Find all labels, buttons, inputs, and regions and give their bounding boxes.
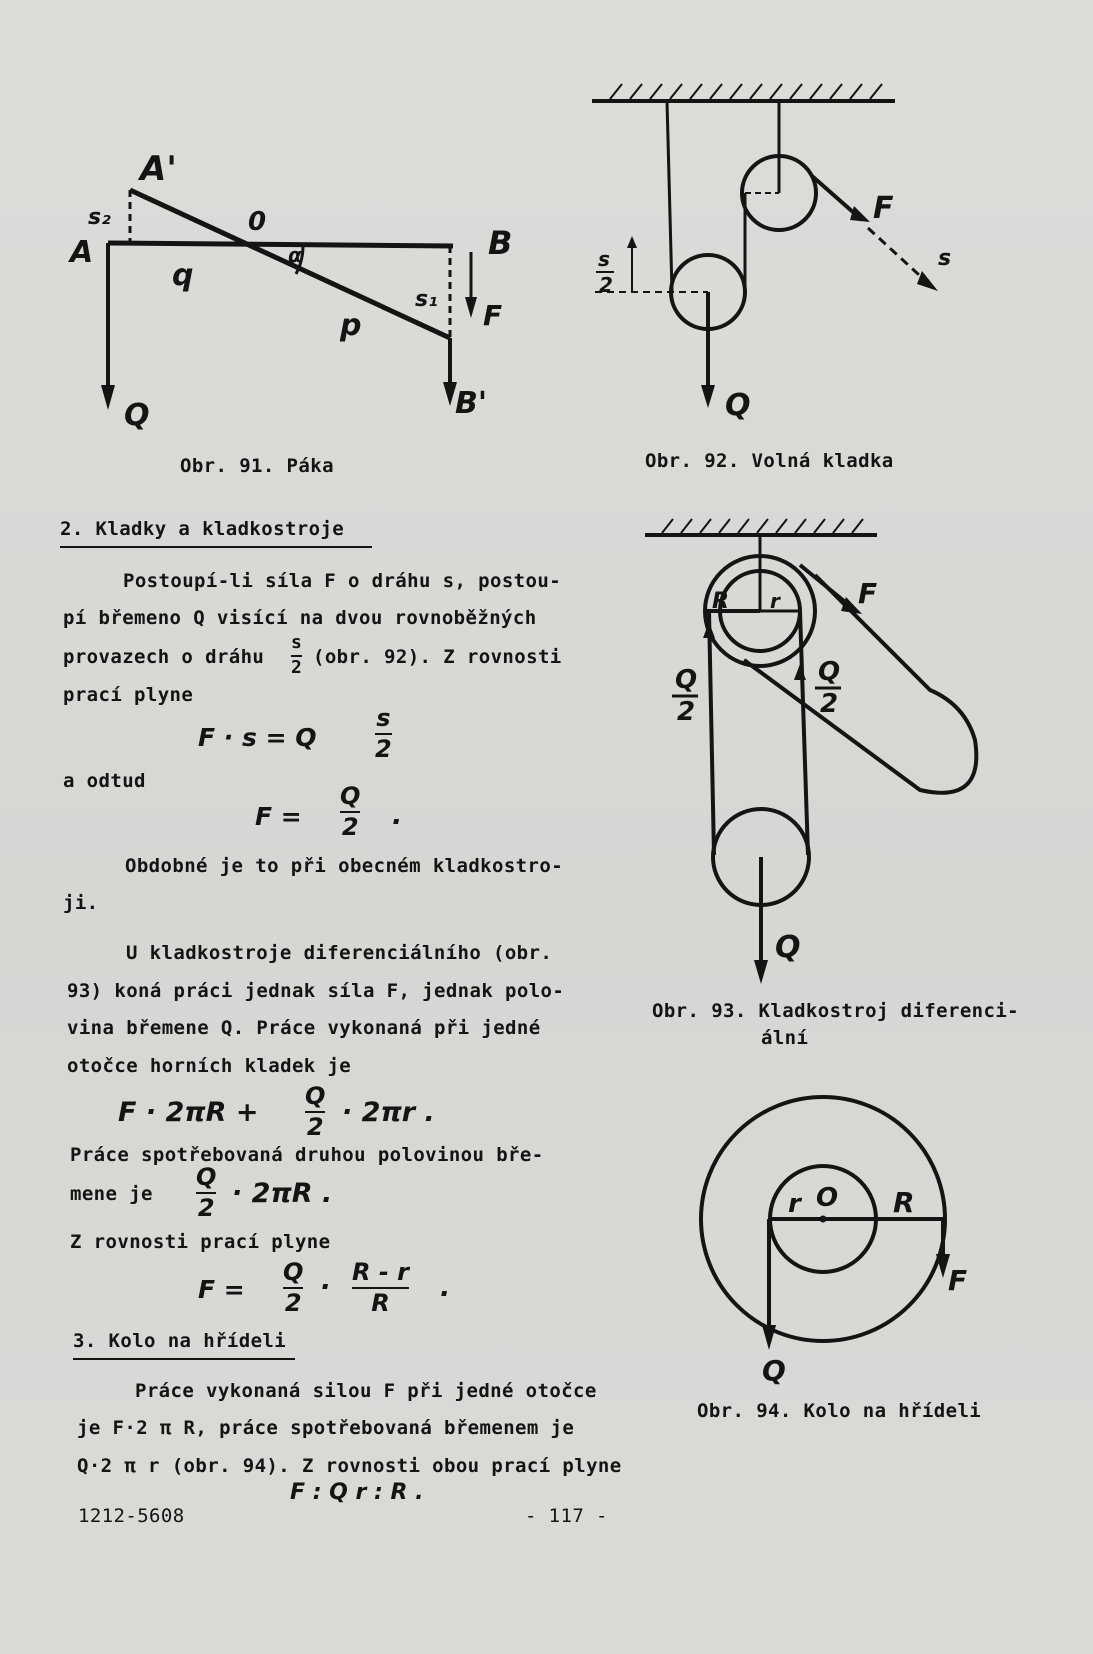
label-s1: s₁ bbox=[415, 287, 438, 312]
equation-3-part-b: · 2πr . bbox=[342, 1097, 435, 1128]
label-force-q: Q bbox=[124, 398, 150, 433]
label-q-93: Q bbox=[775, 930, 801, 965]
s2-p1-line2: pí břemeno Q visící na dvou rovnoběžných bbox=[63, 607, 537, 629]
label-f: F bbox=[873, 191, 894, 226]
caption-fig-93-line2: ální bbox=[761, 1027, 809, 1049]
s3-p1-line1: Práce vykonaná silou F při jedné otočce bbox=[135, 1380, 597, 1402]
equation-5-dot: · bbox=[320, 1272, 331, 1303]
label-o: 0 bbox=[248, 207, 267, 237]
section-2-heading: 2. Kladky a kladkostroje bbox=[60, 518, 372, 548]
label-p-arm: p bbox=[340, 308, 362, 343]
load-q-94-arrowhead bbox=[762, 1325, 776, 1350]
label-force-f: F bbox=[483, 299, 503, 332]
s2-p2-line1: Obdobné je to při obecném kladkostro- bbox=[125, 855, 564, 877]
label-a: A bbox=[70, 235, 94, 270]
label-b: B bbox=[488, 224, 513, 262]
label-q: Q bbox=[725, 388, 751, 423]
equation-3-fraction: Q 2 bbox=[305, 1082, 326, 1142]
label-s-half-den: 2 bbox=[599, 273, 613, 297]
label-r-94: r bbox=[788, 1189, 801, 1219]
equation-1-lhs: F · s = Q bbox=[198, 723, 317, 752]
center-point bbox=[820, 1216, 826, 1222]
document-number: 1212-5608 bbox=[78, 1505, 185, 1527]
label-o-94: O bbox=[816, 1183, 839, 1213]
label-s2: s₂ bbox=[88, 205, 111, 230]
label-right-half-den: 2 bbox=[820, 689, 839, 719]
caption-fig-91: Obr. 91. Páka bbox=[180, 455, 334, 477]
s2-p3-line3: vina břemene Q. Práce vykonaná při jedné bbox=[67, 1017, 541, 1039]
s2-p2-line2: ji. bbox=[63, 892, 99, 914]
label-s-half-num: s bbox=[598, 247, 610, 271]
s2-p3-line1: U kladkostroje diferenciálního (obr. bbox=[126, 942, 553, 964]
label-right-half-num: Q bbox=[818, 657, 841, 687]
s3-p1-line3: Q·2 π r (obr. 94). Z rovnosti obou prací plyne bbox=[77, 1455, 622, 1477]
equation-3-part-a: F · 2πR + bbox=[118, 1097, 259, 1128]
s2-p3-line2: 93) koná práci jednak síla F, jednak polo- bbox=[67, 980, 565, 1002]
label-f-94: F bbox=[948, 1264, 968, 1297]
equation-2-fraction: Q 2 bbox=[340, 782, 361, 842]
equation-4-fraction: Q 2 bbox=[196, 1163, 217, 1223]
equation-2-end: . bbox=[392, 800, 403, 831]
equation-1-fraction: s 2 bbox=[375, 704, 392, 764]
label-alpha: α bbox=[288, 243, 302, 267]
a-odtud: a odtud bbox=[63, 770, 146, 792]
s2-p4-line1: Práce spotřebovaná druhou polovinou bře- bbox=[70, 1144, 544, 1166]
label-big-r-93: R bbox=[712, 589, 729, 614]
s2-p3-line4: otočce horních kladek je bbox=[67, 1055, 352, 1077]
s2-p1-line4: prací plyne bbox=[63, 684, 194, 706]
caption-fig-93-line1: Obr. 93. Kladkostroj diferenci- bbox=[652, 1000, 1020, 1022]
section-3-heading: 3. Kolo na hřídeli bbox=[73, 1330, 295, 1360]
label-s: s bbox=[938, 246, 952, 271]
s2-p1-line1: Postoupí-li síla F o dráhu s, postou- bbox=[123, 570, 562, 592]
label-q-arm: q bbox=[172, 258, 194, 293]
equation-2-lhs: F = bbox=[255, 802, 302, 831]
label-b-prime: B' bbox=[455, 386, 488, 421]
equation-final: F : Q r : R . bbox=[290, 1480, 424, 1505]
page-number: - 117 - bbox=[525, 1505, 608, 1527]
equation-5-fraction-2: R - r R bbox=[352, 1258, 409, 1318]
label-a-prime: A' bbox=[140, 149, 177, 189]
s2-p1-line3a: provazech o dráhu bbox=[63, 646, 265, 668]
s2-p1-line3b: (obr. 92). Z rovnosti bbox=[313, 646, 562, 668]
label-big-r-94: R bbox=[893, 1186, 915, 1219]
label-left-half-den: 2 bbox=[677, 697, 696, 727]
caption-fig-92: Obr. 92. Volná kladka bbox=[645, 450, 894, 472]
label-f-93: F bbox=[858, 577, 878, 610]
label-left-half-num: Q bbox=[675, 665, 698, 695]
equation-5-lhs: F = bbox=[198, 1275, 245, 1304]
label-q-94: Q bbox=[762, 1354, 786, 1387]
equation-4-part-b: · 2πR . bbox=[232, 1178, 333, 1209]
label-small-r-93: r bbox=[770, 589, 780, 613]
s2-p5-line1: Z rovnosti prací plyne bbox=[70, 1231, 331, 1253]
s3-p1-line2: je F·2 π R, práce spotřebovaná břemenem je bbox=[77, 1417, 575, 1439]
s2-p1-inline-fraction: s 2 bbox=[291, 632, 302, 678]
equation-5-end: . bbox=[440, 1272, 451, 1303]
s2-p4-line2: mene je bbox=[70, 1183, 153, 1205]
caption-fig-94: Obr. 94. Kolo na hřídeli bbox=[697, 1400, 982, 1422]
equation-5-fraction-1: Q 2 bbox=[283, 1258, 304, 1318]
